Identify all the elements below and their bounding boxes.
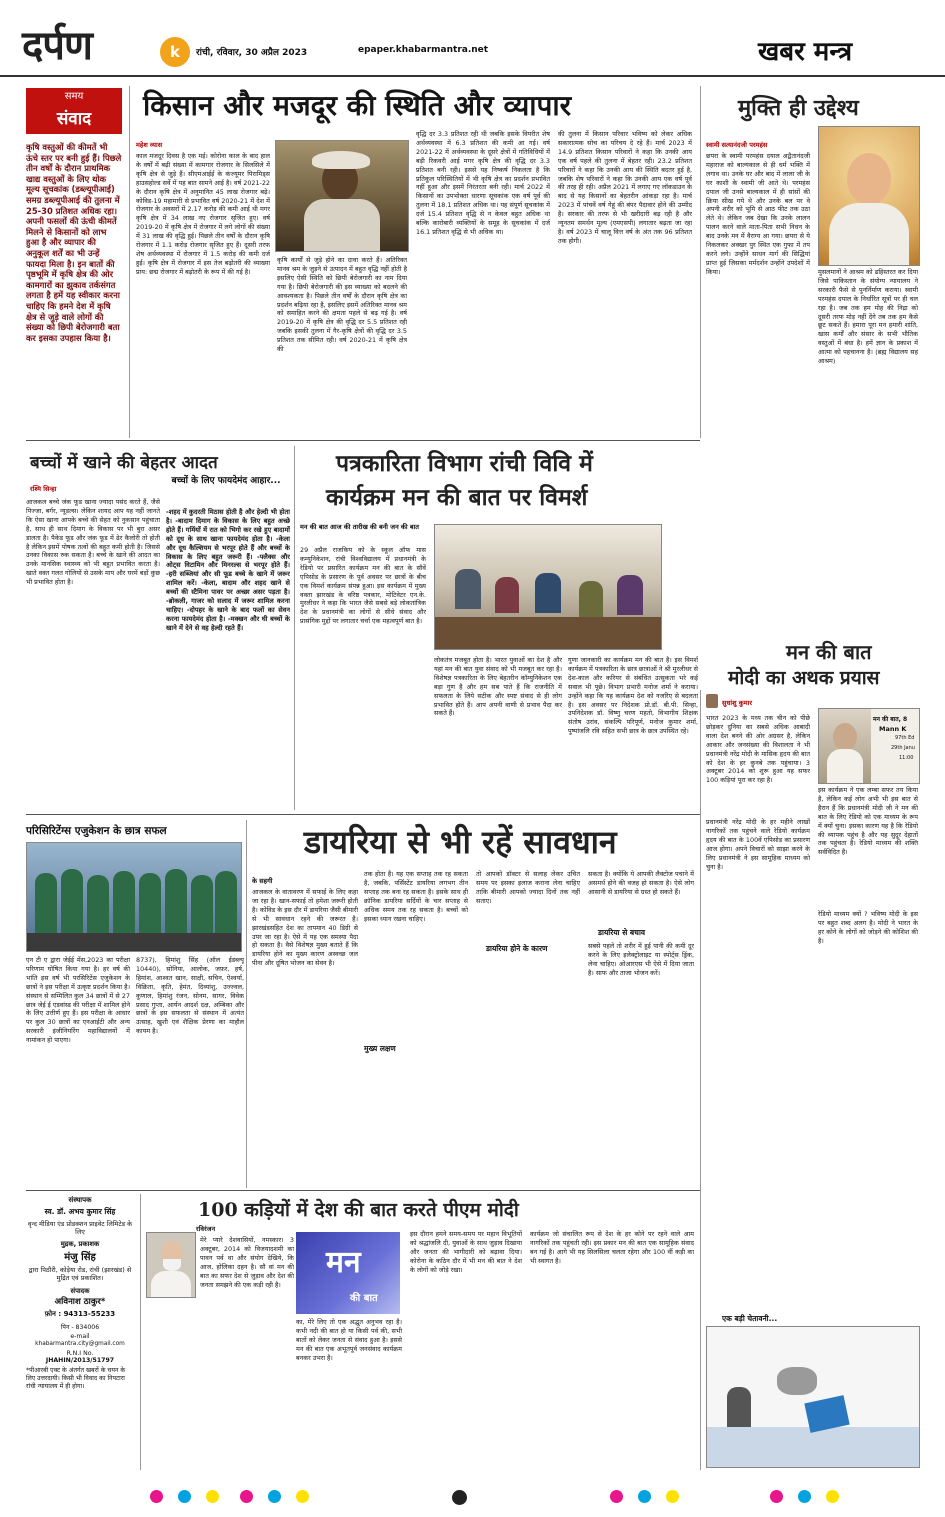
bachcho-col1: आजकल बच्चे जंक फूड खाना ज्यादा पसंद करते हैं, जैसे पिज्जा, बर्गर, न्यूडल्स। लेकिन शायद आप यह नहीं जानते कि ऐसा खाना आपके बच्चे की सेहत को नुकसान पहुंचाता है, साथ ही साथ दिमाग के विकास पर भी बुरा असर डालता है। पैकेड फूड और जंक फूड में ढेर कैलोरी तो होती है लेकिन इसमें पोषक तत्वों की बहुत कमी होती है। जिससे उनका विकास रुक सकता है। बच्चे के खाने की आदत का उनके मानसिक स्वास्थ्य को भी बहुत प्रभावित करता है। खाते वक्त गलत गोलियों से उसके माप और घरमें बड़ों कुछ भी प्रभावित होता है।	[26, 498, 160, 587]
graphic-subtext: की बात	[350, 1293, 378, 1304]
samay-label: समय	[26, 88, 122, 106]
dairiya-headline: डायरिया से भी रहें सावधान	[304, 823, 617, 861]
imprint-note: *पीआरबी एक्ट के अंतर्गत खबरों के चयन के लिए उत्तरदायी। किसी भी विवाद का निपटारा रांची न्यायालय में ही होगा।	[26, 1367, 126, 1390]
mannki-byline: सुधांशु कुमार	[722, 699, 752, 707]
mann-ki-baat-graphic	[296, 1232, 400, 1314]
patrakarita-headline: पत्रकारिता विभाग रांची विवि में	[336, 450, 593, 477]
imprint-phone: फ़ोन : 94313-55233	[44, 1310, 116, 1318]
dairiya-col4: सकता है। क्योंकि ये आपकी लैक्टोज पचाने में असमर्थ होने की वजह हो सकता है। ऐसे लोग आसानी से डायरिया से ग्रस्त हो सकते हैं।	[588, 870, 694, 896]
masthead	[0, 0, 945, 76]
modi-photo	[146, 1232, 196, 1298]
samvad-title: संवाद	[26, 106, 122, 134]
kadiyan-col2: का, मेरे लिए तो एक अद्भुत अनुभव रहा है। कभी नदी की बात हो या किसी पर्व की, सभी बातों को लेकर जनता से संवाद हुआ है। इससे मन की बात एक अभूतपूर्व जनसंवाद कार्यक्रम बनकर उभरा है।	[296, 1318, 402, 1362]
patrakarita-col1: 29 अप्रैल राजकिय को के स्कूल ऑफ मास कम्युनिकेशन, रांची विश्वविद्यालय में प्रधानमंत्री के रेडियो पर प्रसारित कार्यक्रम मन की बात के सौवें एपिसोड के प्रसारण के पूर्व अवसर पर छात्रों के बीच एक विमर्श कार्यक्रम संपन्न हुआ। इस कार्यक्रम में मुख्य वक्ता झारखंड के वरिष्ठ पत्रकार, मोटिवेटर एन.के. मुरलीधर ने कहा कि भारत जैसे सबसे बड़े लोकतांत्रिक देश के प्रधानमंत्री का लोगों से सीधे संवाद और प्रासंगिक मुद्दों पर लगातार चर्चा एक महत्वपूर्ण बात है।	[300, 546, 426, 626]
bachcho-byline: रश्मि सिन्हा	[30, 485, 57, 493]
parisiritiz-body: एन टी ए द्वारा जेईई मेंस,2023 का परीक्षा परिणाम घोषित किया गया है। हर वर्ष की भांति इस वर्ष भी परसिरिटेंस एजुकेशन के छात्रों ने इस परीक्षा में उत्कृष्ट प्रदर्शन किया है। संस्थान से सम्मिलित कुल 34 छात्रों में से 27 छात्र जेई ई एडवांस्ड की परीक्षा में शामिल होने के लिए उत्तीर्ण हुए हैं। इस परीक्षा के आधार पर कुल 30 छात्रों का एनआईटी और अन्य सरकारी इंजीनियरिंग महाविद्यालयों में नामांकन हो पाएगा।	[26, 956, 130, 1045]
bachcho-headline: बच्चों में खाने की बेहतर आदत	[30, 453, 218, 473]
kisan-headline: किसान और मजदूर की स्थिति और व्यापार	[143, 89, 572, 122]
mannki-photo-label2: Mann K	[879, 725, 907, 733]
patrakarita-col2: लोकतंत्र मजबूत होता है। भारत युवाओं का देश है और यहां मन की बात युवा संवाद को भी मजबूत कर रहा है। विशेषज्ञ पत्रकारिता के लिए बेहतरीन कॉम्युनिकेशन एक बड़ा गुण है और हम सब पाते हैं कि राजनीति में सफलता के लिये सटीक और स्पष्ट संवाद से ही लोग प्रभावित होते हैं। आप अपनी वाणी से प्रभाव पैदा कर सकते हैं।	[434, 656, 562, 718]
dairiya-subhead2: डायरिया होने के कारण	[486, 944, 548, 953]
cartoon-title: एक बड़ी चेतावनी...	[722, 1314, 778, 1323]
samay-body: कृषि वस्तुओं की कीमतें भी ऊंचे स्तर पर बनी हुई हैं। पिछले तीन वर्षों के दौरान प्राथमिक खाद्य वस्तुओं के लिए थोक मूल्य सूचकांक (डब्ल्यूपीआई) समग्र डब्ल्यूपीआई की तुलना में 25-30 प्रतिशत अधिक रहा। अपनी फसलों की ऊंची कीमतें मिलने से किसानों को लाभ हुआ है और व्यापार की अनुकूल शर्तें का भी उन्हें फायदा मिला है। इन बातों की पृष्ठभूमि में कृषि क्षेत्र की ओर कामगारों का झुकाव तर्कसंगत लगता है हमें यह स्वीकार करना चाहिए कि हमने देश में कृषि क्षेत्र से जुड़े वाले लोगों की संख्या को छिपी बेरोजगारी बता कर इसका उपहास किया है।	[26, 142, 122, 343]
graphic-text: मन	[326, 1245, 361, 1280]
dairiya-col1: आजकल के वातावरण में सफाई के लिए कहा जा रहा है। खान-सफाई तो हमेशा जरूरी होती है। कोविड के इस दौर में डायरिया जैसी बीमारी से भी सावधान रहने की जरूरत है। झारखंडसहित देश का तापमान 40 डिग्री से उपर जा रहा है। ऐसे में यह एक समस्या पैदा हो सकता है। वैसे विशेषज्ञ मुख्य बताते हैं कि डायरिया होने का मुख्य कारण अस्वच्छ जल पीना और दूषित भोजन का सेवन है।	[252, 888, 358, 968]
farmer-photo	[275, 140, 409, 252]
imprint-address: द्वारा पिठौरी, कोड़ेया रोड, रांची (झारखंड) से मुद्रित एवं प्रकाशित।	[28, 1266, 132, 1282]
parisiritiz-banner: परिसिरिटेंग्स एजुकेशन के छात्र सफल	[26, 825, 167, 837]
mannki-col1: भारत 2023 के मध्य तक चीन को पीछे छोड़कर दुनिया का सबसे अधिक आबादी वाला देश बनने की ओर अग्रसर है, लेकिन आकार और जनसंख्या की विशालता ने भी प्रधानमंत्री नरेंद्र मोदी के मासिक हृदय की बात को देश के हर कुनबे तक पहुंचाया। 3 अक्टूबर 2014 को शुरू हुआ यह सफर 100 कड़ियां पूरा कर रहा है।	[706, 714, 810, 785]
radio-col2: रेडियो माध्यम क्यों ? भविष्य मोदी के इस पर बहुत शब्द अलग है। मोदी ने भारत के हर कोने के लोगों को जोड़ने की कोशिश की है।	[818, 910, 918, 945]
parisiritiz-body2: 8737), हिमांशु सिंह (ऑल ईडब्ल्यू 10440), सोनिया, आलोक, जफ़र, हर्ष, हिमांश, आश्वत खान, साक्षी, सचिन, ऐश्वर्या, विक्रिता, कृति, हेमंत, दिव्यांशु, उज्ज्वल, कुणाल, हिमांशु रंजन, सोनम, सागर, विवेक प्रसाद गुप्ता, आर्यन आदर्श दक्ष, अम्बिका और छात्रों के इस सफलता से संस्थान में अत्यंत उत्साह, खुशी एवं शैक्षिक प्रेरणा का माहौल कायम है।	[136, 956, 244, 1036]
imprint-founder-label: संस्थापक	[68, 1196, 92, 1204]
imprint-editor-label: संपादक	[70, 1287, 90, 1295]
samay-samvad-box	[26, 88, 122, 432]
mannki-headline2: मोदी का अथक प्रयास	[728, 667, 880, 689]
mannki-photo-label1: मन की बात, 8	[873, 716, 908, 723]
imprint-rni-number: JHAHIN/2013/51797	[45, 1357, 115, 1364]
mukti-headline: मुक्ति ही उद्देश्य	[738, 95, 859, 121]
dairiya-col5: सबसे पहले तो शरीर में हुई पानी की कमी दूर करने के लिए इलेक्ट्रोलाइट या स्पोर्ट्स ड्रिंक, लेना चाहिए। ओआरएस भी ऐसे में दिया जाता है। साफ और ताजा भोजन करें।	[588, 942, 694, 977]
mukti-col1: छपरा के स्वामी परमहंस दयाल अद्वैतानंदजी महाराज को बाल्यकाल से ही धर्म भक्ति में लगाव था। उनके घर और बाद में लाला जी के घर काशी के स्वामी जी आते थे। परमहंस दयाल जी उनसे बाल्यकाल में ही सांसों की क्रिया सीख गये थे और उनके बल पर वे अपनी शरीर को भूमि से आठ फीट तक उठा लेते थे। लेकिन जब देखा कि उनके लालन पालन करने वाले माता-पिता सभी निधन के बाद उनके मन में वैराग्य आ गया। छपरा से ये निकलकर अक्खर पुर स्थित एक गुफा में तप करने लगे। उन्होंने साधन मार्ग की सिद्धियां प्राप्त हुई जिसका मर्मदर्शन उन्होंने उपदेशों में किया।	[706, 152, 810, 276]
bachcho-col2: -शहद में कुदरती मिठास होती है और हेल्दी भी होता है। -बादाम दिमाग के विकास के लिए बहुत अच्छे होते हैं। गर्मियों में रात को भिगो कर रखे हुए बादामों को दूध के साथ खाना फायदेमंद होता है। -केला और दूध कैल्शियम से भरपूर होते हैं और बच्चों के विकास के लिए बहुत जरूरी हैं। -फ्लैक्स और ओट्स विटामिन और मिनरल्स से भरपूर होते हैं। -हरी सब्जियां और सी फूड बच्चे के खाने में जरूर शामिल करें। -केला, बादाम और शहद खाने से बच्चों की स्टैमिना पावर पर अच्छा असर पड़ता है। -ब्रोकली, गाजर को सलाद में जरूर शामिल करना चाहिए। -दोपहर के खाने के बाद फलों का सेवन करना फायदेमंद होता है। -मक्खन और घी बच्चों के खाने में देने से वह हेल्दी रहते हैं।	[166, 508, 290, 632]
mukti-byline: स्वामी सत्यानंदजी परमहंस	[706, 141, 768, 149]
imprint-company: वृन्द मीडिया एंड प्रोडक्शन प्राइवेट लिमिटेड के लिए	[27, 1220, 133, 1236]
section-title: दर्पण	[22, 22, 92, 69]
imprint-box	[26, 1196, 134, 1472]
kadiyan-col1: मेरे प्यारे देशवासियों, नमस्कार। 3 अक्टूबर, 2014 को विजयादशमी का पावन पर्व था और संयोग देखिये, कि आज, होलिका दहन है। सौ वां मन की बात का सफर देश से जुड़ाव और देश की जनता समझने की एक कड़ी रही है।	[200, 1236, 294, 1289]
imprint-editor: अविनाश ठाकुर*	[54, 1297, 106, 1307]
dairiya-col2: तक होता है। यह एक सप्ताह तक रह सकता है, जबकि, पर्सिस्टेंट डायरिया लगभग तीन सप्ताह तक बना रह सकता है। इसके साथ ही क्रॉनिक डायरिया सर्दियों के चार सप्ताह से अधिक समय तक रह सकता है। बच्चों को इसका ध्यान रखना चाहिए।	[364, 870, 468, 923]
radio-col1: प्रधानमंत्री नरेंद्र मोदी के हर महीने लाखों नागरिकों तक पहुंचने वाले रेडियो कार्यक्रम हृदय की बात के 100वें एपिसोड का प्रसारण आज होगा। अपने विचारों को साझा करने के लिए प्रधानमंत्री ने इस सामूहिक माध्यम को चुना है।	[706, 818, 810, 871]
imprint-printer-label: मुद्रक, प्रकाशक	[60, 1240, 100, 1248]
dairiya-subhead3: डायरिया से बचाव	[598, 928, 646, 937]
kadiyan-col4: कार्यक्रम जो संचालित रूप से देश के हर कोने पर रहने वाले आम नागरिकों तक पहुंचती रही। इस प्रकार मन की बात एक सामूहिक संवाद बन गई है। आगे भी यह सिलसिला चलता रहेगा और 100 वीं कड़ी का भी स्वागत है।	[530, 1230, 694, 1265]
kisan-byline: महेश व्यास	[136, 141, 163, 149]
registration-marks	[0, 1482, 945, 1517]
kisan-col2: कृषि कार्यों से जुड़े होने का दावा करते हैं। अतिरिक्त मानव श्रम के जुड़ने से उत्पादन में बहुत वृद्धि नहीं होती है इसलिए ऐसी स्थिति को छिपी बेरोजगारी का नाम दिया गया है। छिपी बेरोजगारी की इस व्याख्या को बदलने की आवश्यकता है। पिछले तीन वर्षों के दौरान कृषि क्षेत्र का प्रदर्शन बढ़िया रहा है, इसलिए इसमें अतिरिक्त मानव श्रम को समाहित करने की क्षमता पहले से बढ़ गई है। वर्ष 2019-20 में कृषि क्षेत्र की वृद्धि दर 5.5 प्रतिशत रही जबकि इसकी तुलना में गैर-कृषि क्षेत्रों की वृद्धि दर 3.5 प्रतिशत तक सीमित रही। वर्ष 2020-21 में कृषि क्षेत्र की	[277, 256, 407, 354]
epaper-link[interactable]: epaper.khabarmantra.net	[358, 45, 489, 55]
imprint-email-label: e-mail	[70, 1333, 90, 1340]
mannki-col2: इस कार्यक्रम ने एक लम्बा सफर तय किया है, लेकिन कई लोग अभी भी इस बात से हैरान हैं कि प्रधानमंत्री मोदी जी ने मन की बात के लिए रेडियो को एक माध्यम के रूप में क्यों चुना। इसका कारण यह है कि रेडियो की व्यापक पहुंच है और यह सुदूर देहातों तक पहुंचता है। रेडियो माध्यम की शक्ति सर्वविदित है।	[818, 786, 918, 857]
km-logo-icon: k	[160, 37, 190, 67]
cartoon-image	[706, 1326, 920, 1468]
imprint-printer: मंजु सिंह	[64, 1252, 96, 1263]
kisan-col3: वृद्धि दर 3.3 प्रतिशत रही थी जबकि इसके विपरीत शेष अर्थव्यवस्था में 6.3 प्रतिशत की कमी आ गई। वर्ष 2021-22 में अर्थव्यवस्था के दूसरे क्षेत्रों में गतिविधियों में बड़ी रिकवरी आई मगर कृषि क्षेत्र की वृद्धि दर 3.3 प्रतिशत बनी रही। इससे यह निष्कर्ष निकलता है कि प्रतिकूल परिस्थितियों में भी कृषि क्षेत्र का प्रदर्शन प्रभावित नहीं हुआ और इसमें निरंतरता बनी रही। मार्च 2022 में किसानों का उपभोक्ता धारणा सूचकांक एक वर्ष पूर्व की तुलना में 18.1 प्रतिशत अधिक था। यह संपूर्ण सूचकांक में दर्ज 15.4 प्रतिशत वृद्धि से न केवल बहुत अधिक था बल्कि कारोबारी व्यक्तियों के समूह के सूचकांक में दर्ज 16.1 प्रतिशत वृद्धि से भी अधिक था।	[416, 130, 550, 236]
dairiya-byline: के सहगी	[252, 877, 273, 885]
kisan-col4: की तुलना में किसान परिवार भविष्य को लेकर अधिक सकारात्मक सोच का परिचय दे रहे हैं। मार्च 2023 में 14.9 प्रतिशत किसान परिवारों ने कहा कि उनकी आय एक वर्ष पहले की तुलना में बेहतर रही। 23.2 प्रतिशत परिवारों ने कहा कि उनकी आय की स्थिति बदतर हुई है, जबकि शेष परिवारों ने कहा कि उनकी आय एक वर्ष पूर्व की तरह ही रही। अप्रैल 2021 में लगाए गए लॉकडाउन के बाद से यह किसानों का बेहतरीन आंकड़ा रहा है। मार्च 2023 में पांचवें वर्ष गेहूं की बंपर पैदावार होने की उम्मीद है। सरकार की तरफ से भी खरीदारी बढ़ रही है और न्यूनतम समर्थन मूल्य (एमएसपी) लगातार बढ़ता जा रहा है। वर्ष 2023 में चालू वित्त वर्ष के अंत तक 96 प्रतिशत तक होगी।	[558, 130, 692, 245]
mannki-photo	[818, 708, 920, 784]
kadiyan-headline: 100 कड़ियों में देश की बात करते पीएम मोदी	[198, 1199, 519, 1221]
kisan-col1: काल मजदूर दिवस है एक मई। कोरोना काल के बाद हाल के वर्षों में बढ़ी संख्या में कामगार रोजगार के सिलसिले में कृषि क्षेत्र से जुड़े हैं। सीएमआईई के कंज्यूमर पिरामिड्स हाउसहोल्ड सर्वे में यह बात सामने आई है। वर्ष 2021-22 के दौरान कृषि क्षेत्र में अनुमानित 45 लाख रोजगार बढ़े। कोविड-19 महामारी से प्रभावित वर्ष 2020-21 में देश में रोजगार के अवसरों में 2.17 करोड़ की कमी आई थी मगर कृषि क्षेत्र में 34 लाख नए रोजगार सृजित हुए। वर्ष 2019-20 में कृषि क्षेत्र में रोजगार में लगे लोगों की संख्या में 31 लाख की वृद्धि हुई। पिछले तीन वर्षों के दौरान कृषि रोजगार में 1.1 करोड़ रोजगार सृजित हुए हैं। दूसरी तरफ शेष अर्थव्यवस्था में रोजगार में 1.5 करोड़ की कमी दर्ज हुई। कृषि क्षेत्र में रोजगार में इस तेज बढ़ोतरी की व्याख्या प्राय: छद्म रोजगार में बढ़ोतरी के रूप में की गई है।	[136, 152, 270, 276]
mukti-col2: मुसलमानों ने आश्रम को ढहिस्तरत कर दिया जिसे पाकिस्तान के संयोग्य न्यायालय ने सरकारी फैसे से पुनर्निर्माण कराया। स्वामी परमहंस दयाल के निर्धारित सूत्रों पर ही चल रहा है। जब तक हम मोह की निद्रा को दूसरी तरफ मोड़ नहीं देंगे तब तक हम कैसे छूट सकते हैं। हमारा पूरा मन हमारी शांति, खास कर्मों और संसार के सभी भौतिक वस्तुओं में बंधा है। हमें ज्ञान के प्रकाश में आत्मा को पहचानना है। (ब्रह्म विद्यालय सह आश्रम)	[818, 268, 918, 366]
imprint-pin: पिन - 834006	[60, 1324, 100, 1331]
patrakarita-col3: गुणा जानकारी का कार्यक्रम मन की बात है। इस विमर्श कार्यक्रम में पत्रकारिता के छात्र छात्राओं ने श्री मुरलीधर से देश-काल और करियर से संबंधित उत्सुकता भरे कई सवाल भी पूछे। विभाग प्रभारी मनोज शर्मा ने कराया। उन्होंने कहा कि यह कार्यक्रम देश को नजरिए से बदलता है। इस अवसर पर निदेशक प्रो.डॉ. बी.पी. सिन्हा, उपनिदेशक डॉ. विष्णु चरण महतो, विभागीय शिक्षक संतोष उरांव, संकल्पि परिपूर्ण, मनोज कुमार शर्मा, पुष्पांजलि रवि सहित सभी छात्र के छात्र उपस्थित रहे।	[568, 656, 698, 736]
mannki-author-photo	[706, 694, 718, 708]
dairiya-subhead1: मुख्य लक्षण	[364, 1044, 396, 1053]
kadiyan-col3: इस दौरान हमने समय-समय पर महान विभूतियों को श्रद्धांजलि दी, युवाओं के साथ जुड़ाव दिखाया और जनता की भागीदारी को बढ़ावा दिया। कोरोना के कठिन दौर में भी मन की बात ने देश के लोगों को जोड़े रखा।	[410, 1230, 522, 1274]
patrakarita-byline: मन की बात आज की तारीख की बनी जन की बात	[300, 523, 419, 531]
patrakarita-headline2: कार्यक्रम मन की बात पर विमर्श	[326, 484, 588, 511]
imprint-email[interactable]: khabarmantra.city@gmail.com	[35, 1341, 125, 1347]
swami-photo	[818, 126, 920, 266]
students-photo	[26, 842, 242, 952]
brand-logo: खबर मन्त्र	[758, 37, 853, 67]
mannki-photo-label3: 97th Ed	[895, 735, 915, 741]
mannki-photo-label5: 11:00	[899, 755, 914, 761]
mannki-headline: मन की बात	[786, 640, 872, 664]
dairiya-col3: तो आपको डॉक्टर से सलाह लेकर उचित समय पर इसका इलाज कराना लेना चाहिए ताकि बीमारी आपको ज्यादा दिनों तक नहीं सताए।	[476, 870, 580, 905]
seminar-photo	[434, 524, 662, 650]
kadiyan-byline: रविरंजन	[196, 1225, 216, 1233]
date-line: रांची, रविवार, 30 अप्रैल 2023	[196, 48, 308, 58]
mannki-photo-label4: 29th Janu	[891, 745, 915, 751]
imprint-rni: R.N.I No.	[66, 1350, 94, 1357]
bachcho-subhead: बच्चों के लिए फायदेमंद आहार...	[171, 476, 281, 486]
imprint-founder: स्व. डॉ. अभय कुमार सिंह	[44, 1207, 116, 1216]
